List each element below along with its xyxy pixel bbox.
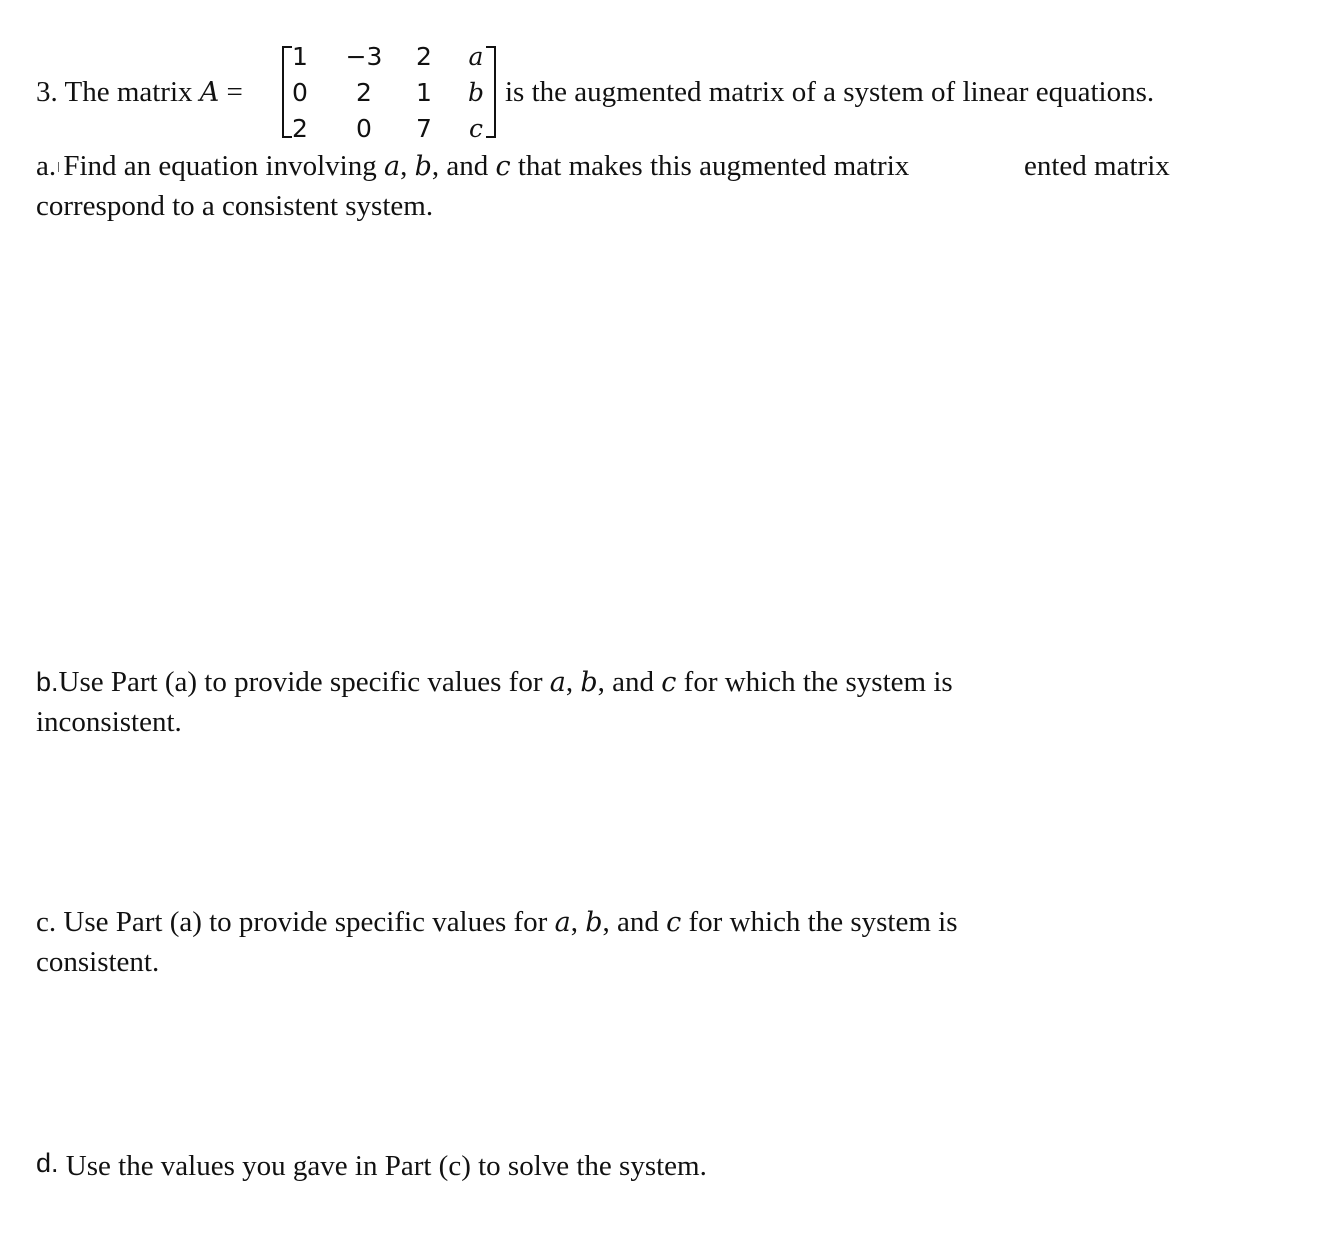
var-a: a: [383, 151, 401, 182]
matrix-cell: 2: [292, 114, 308, 143]
part-c-line-1: [36, 908, 958, 937]
equals-sign: =: [226, 76, 243, 108]
comma: ,: [570, 906, 578, 938]
matrix-name: A: [199, 77, 220, 108]
var-b: b: [580, 667, 598, 698]
problem-statement: [36, 78, 243, 107]
var-b: b: [414, 151, 432, 182]
matrix-cell: 1: [292, 42, 308, 71]
var-b: b: [585, 907, 603, 938]
part-a-overlap-text: ented matrix: [1024, 150, 1170, 182]
problem-intro-continued: is the augmented matrix of a system of linear equations.: [505, 76, 1155, 108]
problem-intro: The matrix: [64, 76, 193, 108]
part-a-line-2: correspond to a consistent system.: [36, 190, 434, 222]
matrix-cell: 2: [416, 42, 432, 71]
part-a-label: a.: [36, 150, 57, 182]
and-text: , and: [597, 666, 655, 698]
part-b-label: b.: [36, 667, 59, 697]
var-a: a: [554, 907, 571, 938]
augmented-matrix: [282, 40, 496, 144]
comma: ,: [565, 666, 574, 698]
part-b-text-2: for which the system is: [683, 666, 953, 698]
comma: ,: [400, 150, 408, 182]
matrix-cell: −3: [345, 42, 383, 71]
problem-number: 3.: [36, 76, 58, 108]
var-c: c: [666, 907, 682, 938]
part-a-text-2: that makes this augmented matrix: [517, 150, 910, 182]
matrix-cell: 1: [416, 78, 432, 107]
part-d-text: Use the values you gave in Part (c) to solve the system.: [65, 1150, 707, 1182]
part-d-label: d.: [36, 1148, 59, 1178]
part-a-line-1: [36, 152, 909, 181]
and-text: , and: [431, 150, 489, 182]
part-d-line: [36, 1150, 707, 1181]
var-a: a: [549, 667, 566, 698]
part-a-text: Find an equation involving: [63, 150, 377, 182]
part-b-line-1: [36, 668, 953, 697]
matrix-cell: 0: [356, 114, 372, 143]
matrix-cell: b: [467, 78, 484, 107]
matrix-cell: c: [468, 114, 483, 143]
var-c: c: [495, 151, 511, 182]
part-b-line-2: inconsistent.: [36, 706, 182, 738]
part-c-text-2: for which the system is: [688, 906, 958, 938]
part-c-line-2: consistent.: [36, 946, 160, 978]
stray-cursor-mark: [58, 162, 59, 172]
part-b-text: Use Part (a) to provide specific values for: [58, 666, 543, 698]
matrix-cell: 0: [292, 78, 308, 107]
matrix-cell: a: [468, 42, 484, 71]
and-text: , and: [602, 906, 659, 938]
part-c-text: Use Part (a) to provide specific values for: [63, 906, 548, 938]
part-c-label: c.: [36, 906, 57, 938]
matrix-cell: 7: [416, 114, 432, 143]
matrix-cell: 2: [356, 78, 372, 107]
var-c: c: [661, 667, 677, 698]
